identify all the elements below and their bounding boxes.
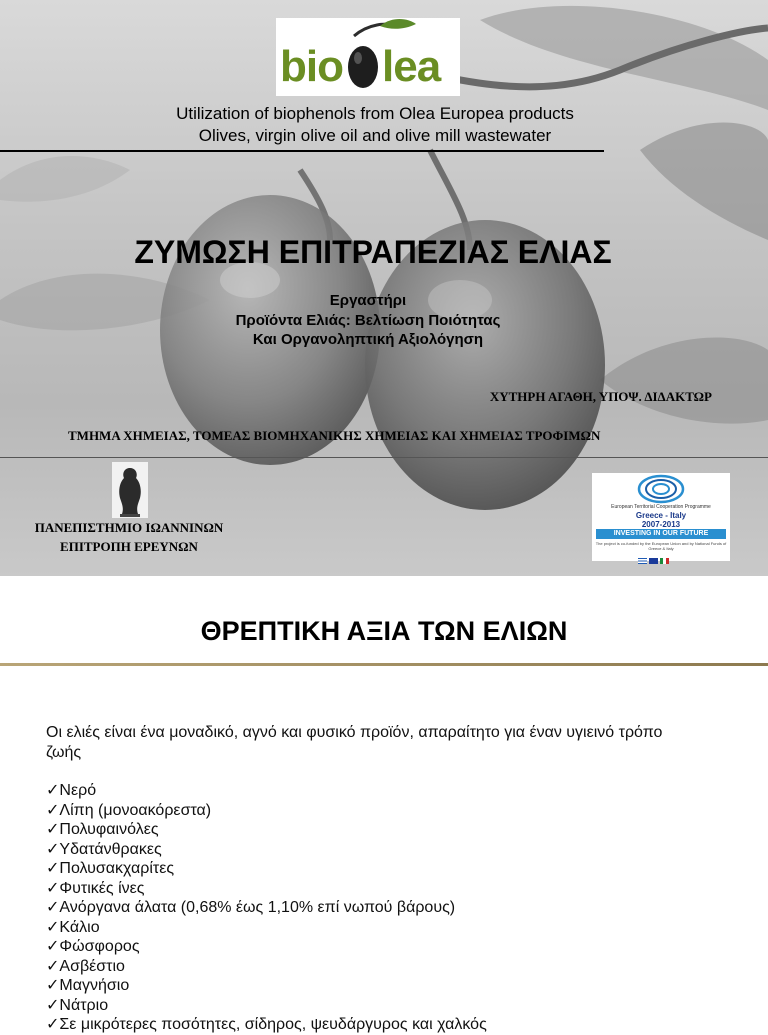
workshop-line-1: Εργαστήρι bbox=[329, 292, 407, 309]
divider bbox=[0, 150, 604, 152]
programme-funding-note: The project is co-funded by the European Union and by National Funds of Greece & Italy bbox=[595, 541, 727, 551]
department-name: ΤΜΗΜΑ ΧΗΜΕΙΑΣ, ΤΟΜΕΑΣ ΒΙΟΜΗΧΑΝΙΚΗΣ ΧΗΜΕΙΑΣ ΚΑΙ ΧΗΜΕΙΑΣ ΤΡΟΦΙΜΩΝ bbox=[68, 428, 601, 443]
research-committee: ΕΠΙΤΡΟΠΗ ΕΡΕΥΝΩΝ bbox=[60, 539, 198, 554]
greece-flag-icon bbox=[638, 558, 647, 564]
university-name: ΠΑΝΕΠΙΣΤΗΜΙΟ ΙΩΑΝΝΙΝΩΝ bbox=[34, 520, 224, 535]
list-item: ✓Πολυσακχαρίτες bbox=[46, 860, 175, 877]
bioolea-logo bbox=[276, 18, 460, 96]
list-item: ✓Ασβέστιο bbox=[46, 957, 125, 975]
programme-period: 2007-2013 bbox=[641, 520, 681, 529]
list-item: ✓Πολυφαινόλες bbox=[46, 821, 159, 838]
list-item: ✓Λίπη (μονοακόρεστα) bbox=[46, 801, 212, 819]
university-emblem bbox=[112, 462, 148, 518]
subtitle-line-2: Olives, virgin olive oil and olive mill wastewater bbox=[198, 126, 552, 145]
list-item: ✓Ανόργανα άλατα (0,68% έως 1,10% επί νωπού βάρους) bbox=[46, 899, 456, 916]
divider bbox=[0, 457, 768, 458]
list-item: ✓Μαγνήσιο bbox=[46, 977, 130, 994]
programme-slogan: INVESTING IN OUR FUTURE bbox=[596, 529, 726, 539]
slide-title: ΘΡΕΠΤΙΚΗ ΑΞΙΑ ΤΩΝ ΕΛΙΩΝ bbox=[200, 616, 568, 646]
list-item: ✓Νερό bbox=[46, 782, 97, 799]
eagle-icon bbox=[112, 462, 148, 518]
list-item: ✓Κάλιο bbox=[46, 918, 100, 936]
italy-flag-icon bbox=[660, 558, 669, 564]
programme-countries: Greece - Italy bbox=[635, 511, 687, 520]
title-underline bbox=[0, 663, 768, 666]
list-item: ✓Φώσφορος bbox=[46, 938, 140, 955]
spiral-icon bbox=[592, 473, 730, 505]
flags bbox=[638, 551, 671, 569]
programme-logo bbox=[592, 473, 730, 561]
list-item: ✓Σε μικρότερες ποσότητες, σίδηρος, ψευδάργυρος και χαλκός bbox=[46, 1016, 487, 1033]
eu-flag-icon bbox=[649, 558, 658, 564]
list-item: ✓Υδατάνθρακες bbox=[46, 840, 162, 858]
list-item: ✓Φυτικές ίνες bbox=[46, 879, 145, 897]
logo-text-bio: bio bbox=[280, 42, 343, 91]
intro-text: Οι ελιές είναι ένα μοναδικό, αγνό και φυσικό προϊόν, απαραίτητο για έναν υγιεινό τρόπο ζωής bbox=[46, 724, 663, 761]
author-name: ΧΥΤΗΡΗ ΑΓΑΘΗ, ΥΠΟΨ. ΔΙΔΑΚΤΩΡ bbox=[489, 389, 712, 404]
logo-text-lea: lea bbox=[382, 42, 441, 91]
slide-title: ΖΥΜΩΣΗ ΕΠΙΤΡΑΠΕΖΙΑΣ ΕΛΙΑΣ bbox=[134, 234, 612, 270]
workshop-line-2: Προϊόντα Ελιάς: Βελτίωση Ποιότητας bbox=[235, 312, 501, 329]
programme-name: European Territorial Cooperation Programme bbox=[611, 504, 711, 510]
list-item: ✓Νάτριο bbox=[46, 996, 109, 1014]
nutrients-list bbox=[46, 781, 487, 1035]
workshop-line-3: Και Οργανοληπτική Αξιολόγηση bbox=[252, 331, 484, 348]
nutrition-slide bbox=[0, 576, 768, 1033]
subtitle-line-1: Utilization of biophenols from Olea Europea products bbox=[176, 104, 574, 123]
